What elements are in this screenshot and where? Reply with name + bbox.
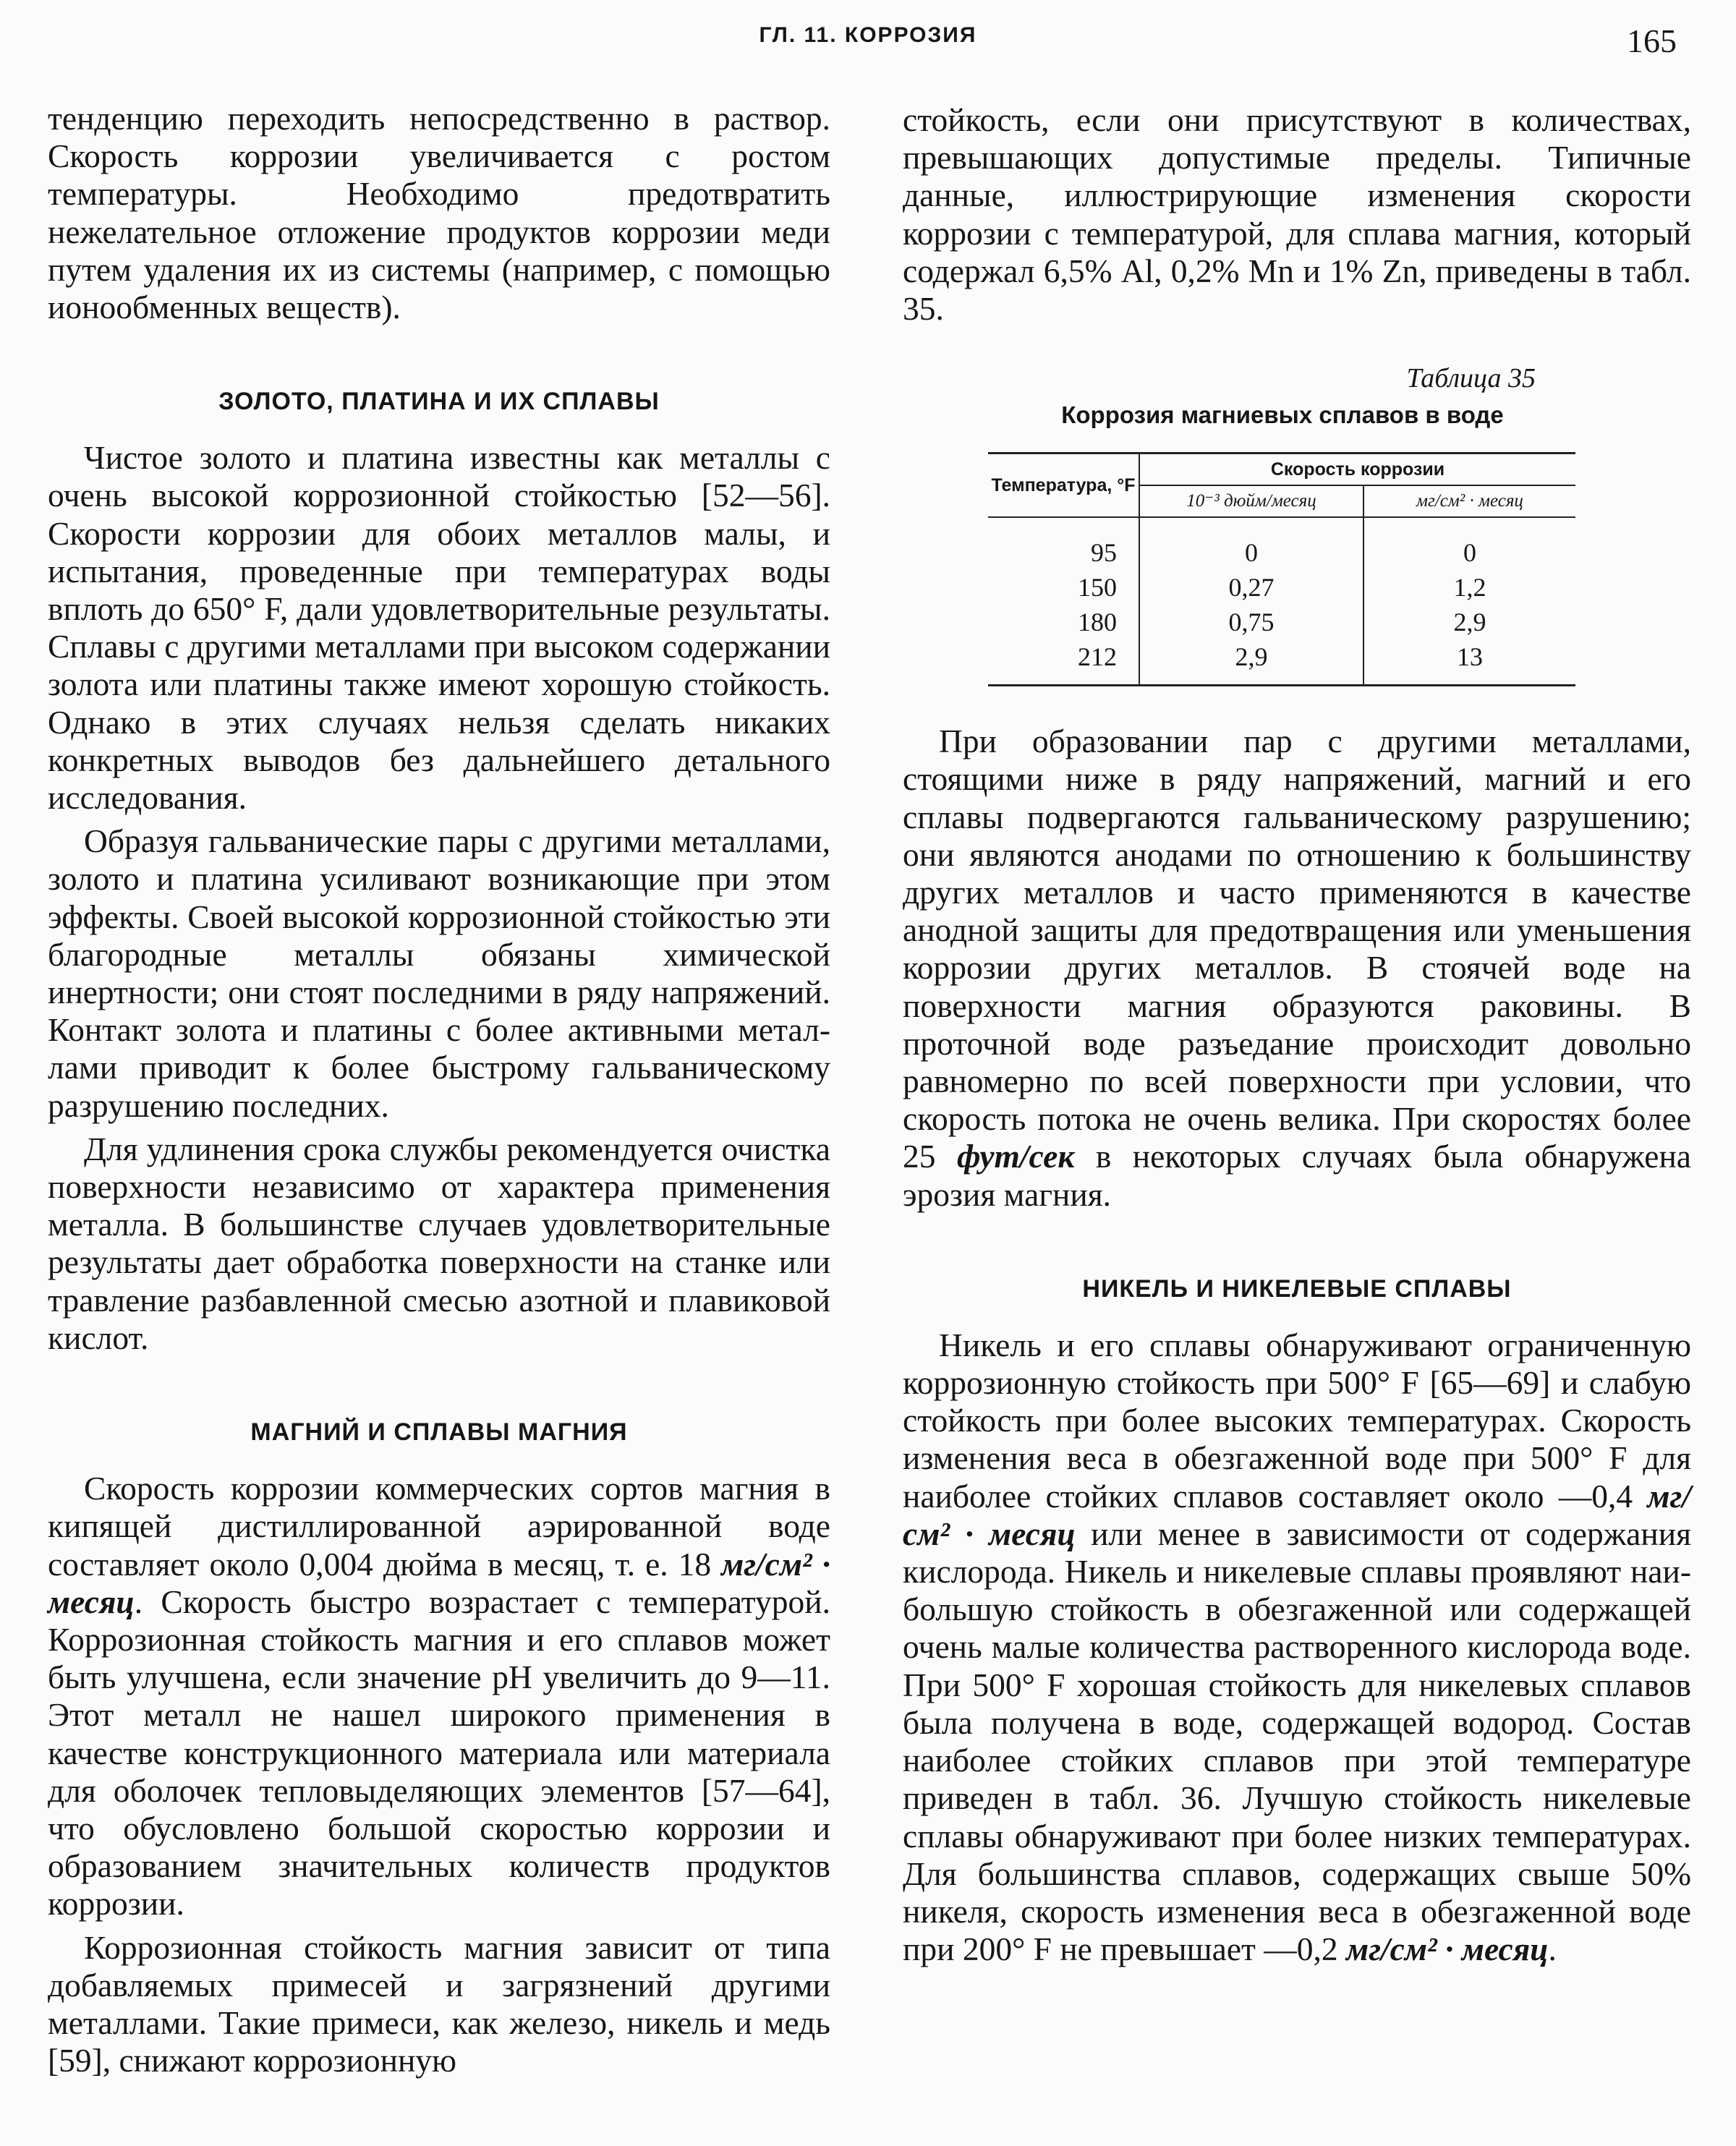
cell-mg: 2,9 xyxy=(1363,605,1575,639)
table-row xyxy=(988,605,1575,639)
section-title-nickel: НИКЕЛЬ И НИКЕЛЕВЫЕ СПЛАВЫ xyxy=(1082,1274,1512,1303)
cell-temp: 180 xyxy=(1078,608,1117,637)
cell-temp: 212 xyxy=(1078,642,1117,672)
cell-inch: 0,75 xyxy=(1139,605,1363,639)
text-run: или менее в зависимости от содержания кислорода. Никель и никелевые сплавы проявляют наибольшую стойкость в обезгаженной или содержащей очень малые количества растворенного кислорода воде. При 500° F хорошая стойкость для никелевых сплавов была получена в воде, содержащей водород. Состав наиболее стойких сплавов при этой температуре приведен в табл. 36. Лучшую стойкость никелевые сплавы обнаруживают при более низких температурах. Для большинства сплавов, содержащих свыше 50% никеля, скорость изменения веса в обезгаженной воде при 200° F не превышает —0,2 xyxy=(903,1515,1691,1968)
running-title: ГЛ. 11. КОРРОЗИЯ xyxy=(759,23,977,47)
cell-mg: 13 xyxy=(1363,639,1575,686)
paragraph-gold-1: Чистое золото и платина известны как металлы с очень высокой коррозионной стойкостью [52—56]. Скорости коррозии для обоих металлов малы, и испытания, проведенные при температурах воды вплоть до 650° F, дали удовлетворительные результаты. Сплавы с другими металлами при высоком содержании золота или платины также имеют хорошую стойкость. Однако в этих случаях нельзя сделать никаких конкретных выводов без дальнейшего детального исследования. xyxy=(48,439,830,817)
text-run: . xyxy=(1548,1930,1557,1968)
paragraph-magnesium-2: Коррозионная стойкость магния зависит от типа добавляемых примесей и загрязнений другими металлами. Такие примеси, как железо, никель и медь [59], снижают коррозионную xyxy=(48,1928,830,2079)
cell-mg: 1,2 xyxy=(1363,570,1575,605)
table-row xyxy=(988,570,1575,605)
text-run: При образовании пар с другими металлами, стоящими ниже в ряду напряжений, магний и его сплавы подвергаются гальваническому разрушению; они являются анодами по отношению к большинству других металлов и часто применяются в качестве анодной защиты для предотвращения или уменьшения коррозии других металлов. В стоячей воде на поверхности магния образуются раковины. В проточной воде разъедание происходит довольно равномерно по всей поверхности при условии, что скорость потока не очень велика. При скоростях более 25 xyxy=(903,723,1691,1175)
paragraph-gold-2: Образуя гальванические пары с другими металлами, золото и платина усиливают возникающие при этом эффекты. Своей высокой коррозионной стойкостью эти благородные металлы обязаны химической инертности; они стоят последними в ряду напряжений. Контакт золота и платины с более активными металлами приводит к более быстрому гальваническому разрушению последних. xyxy=(48,822,830,1124)
section-title-magnesium: МАГНИЙ И СПЛАВЫ МАГНИЯ xyxy=(250,1418,628,1447)
header-inch-per-month: 10⁻³ дюйм/месяц xyxy=(1139,485,1363,517)
cell-inch: 2,9 xyxy=(1139,639,1363,686)
text-run: Никель и его сплавы обнаруживают ограниченную коррозионную стойкость при 500° F [65—69] и слабую стойкость при более высоких температурах. Скорость изменения веса в обезгаженной воде при 500° F для наиболее стойких сплавов составляет около —0,4 xyxy=(903,1326,1691,1515)
table-row xyxy=(988,517,1575,570)
paragraph-magnesium-1 xyxy=(48,1470,830,1923)
corrosion-table xyxy=(988,452,1575,686)
left-column xyxy=(48,100,830,2079)
page-number: 165 xyxy=(1627,22,1677,59)
paragraph-magnesium-3 xyxy=(903,723,1691,1214)
cell-inch: 0,27 xyxy=(1139,570,1363,605)
paragraph-nickel-1 xyxy=(903,1327,1691,1968)
cell-temp: 95 xyxy=(1091,538,1117,568)
paragraph-copper-continued: тенденцию переходить непосредственно в раствор. Скорость коррозии увеличивается с ростом температуры. Необходимо предотвратить нежелательное отложение продуктов коррозии меди путем удаления их из системы (например, с помощью ионообменных веществ). xyxy=(48,100,830,326)
unit-mg-per-cm2-month: мг/см² · месяц xyxy=(48,1545,830,1620)
section-title-gold-platinum: ЗОЛОТО, ПЛАТИНА И ИХ СПЛАВЫ xyxy=(218,388,660,416)
unit-mg-per-cm2-month: мг/см² · месяц xyxy=(903,1477,1691,1552)
cell-temp: 150 xyxy=(1078,573,1117,603)
table-title: Коррозия магниевых сплавов в воде xyxy=(1061,401,1504,429)
cell-inch: 0 xyxy=(1139,517,1363,570)
unit-ft-per-sec: фут/сек xyxy=(956,1138,1075,1175)
cell-mg: 0 xyxy=(1363,517,1575,570)
table-caption: Таблица 35 xyxy=(1406,363,1536,394)
unit-mg-per-cm2-month: мг/см² · месяц xyxy=(1346,1930,1549,1968)
paragraph-gold-3: Для удлинения срока службы рекомендуется очистка поверхности независимо от характера применения металла. В большинстве случаев удовлетворительные результаты дает обработка поверхности на станке или травление разбавленной смесью азотной и плавиковой кислот. xyxy=(48,1130,830,1356)
paragraph-magnesium-2-continued: стойкость, если они присутствуют в количествах, превышающих допустимые пределы. Типичные данные, иллюстрирующие изменения скорости коррозии с температурой, для сплава магния, который содержал 6,5% Al, 0,2% Mn и 1% Zn, приведены в табл. 35. xyxy=(903,101,1691,328)
table-row xyxy=(988,639,1575,686)
text-run: . Скорость быстро возрастает с температурой. Коррозионная стойкость магния и его сплавов может быть улучшена, если значение pH увеличить до 9—11. Этот металл не нашел широкого применения в качестве конструкционного материала или материала для оболочек тепловыделяющих элементов [57—64], что обусловлено большой скоростью коррозии и образованием значительных количеств продуктов коррозии. xyxy=(48,1583,830,1923)
table-header-row xyxy=(988,454,1575,486)
running-head xyxy=(0,22,1736,65)
right-column xyxy=(903,101,1691,1968)
header-corrosion-rate: Скорость коррозии xyxy=(1139,454,1575,486)
header-temperature: Температура, °F xyxy=(988,454,1139,518)
header-mg-per-cm2-month: мг/см² · месяц xyxy=(1363,485,1575,517)
text-run: Скорость коррозии коммерческих сортов магния в кипящей дистиллированной аэрированной воде составляет около 0,004 дюйма в месяц, т. е. 18 xyxy=(48,1470,830,1583)
text-run: в некоторых случаях была обнаружена эрозия магния. xyxy=(903,1138,1691,1213)
